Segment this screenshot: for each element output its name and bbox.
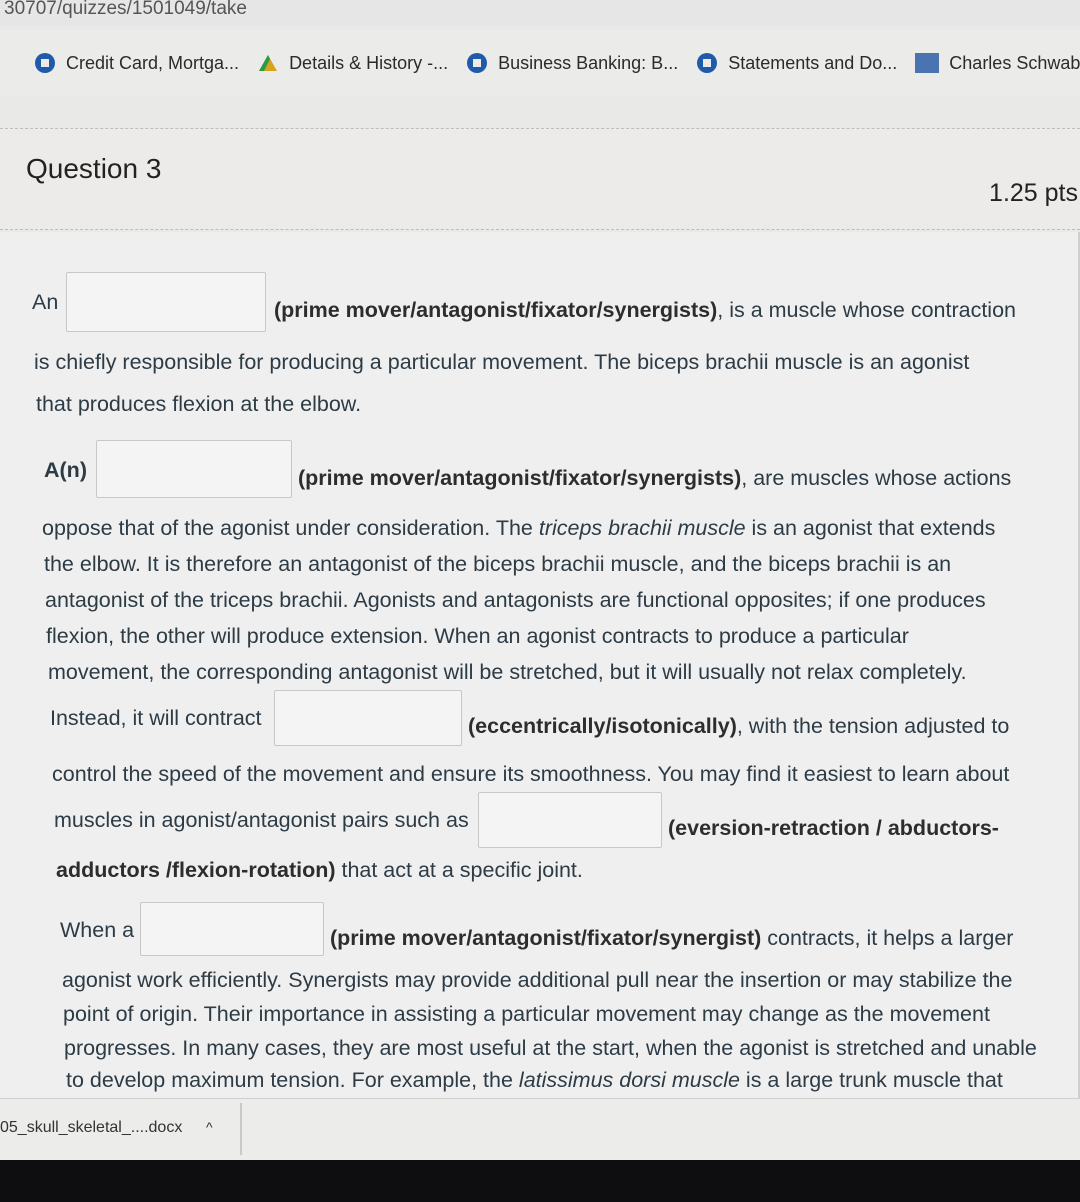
bookmark-business-banking[interactable]: [466, 52, 678, 74]
p1-line3: that produces flexion at the elbow.: [36, 392, 362, 416]
p2-line1: [298, 466, 1011, 491]
bookmark-label: Credit Card, Mortga...: [66, 52, 240, 73]
p3-line4: progresses. In many cases, they are most useful at the start, when the agonist is stretched and unable: [64, 1036, 1037, 1060]
p2-line7-rest: , with the tension adjusted to: [736, 714, 1010, 738]
download-shelf: [0, 1098, 1080, 1160]
bookmark-charles-schwab[interactable]: [915, 53, 1080, 74]
p2-line9-options-text: (eversion-retraction / abductors-: [668, 816, 999, 840]
p1-line2: is chiefly responsible for producing a particular movement. The biceps brachii muscle is an agonist: [34, 350, 970, 374]
p2-prefix: A(n): [44, 458, 87, 482]
p2-line9-options: [668, 816, 999, 841]
p3-prefix: When a: [60, 918, 135, 942]
p2-rest1: , are muscles whose actions: [741, 466, 1012, 490]
address-bar[interactable]: [0, 0, 1080, 26]
bookmark-label: Statements and Do...: [728, 52, 898, 73]
download-item[interactable]: 05_skull_skeletal_....docx: [0, 1119, 183, 1136]
question-title: Question 3: [26, 153, 162, 184]
p3-options: (prime mover/antagonist/fixator/synergist): [330, 926, 762, 950]
drive-icon: [257, 52, 279, 74]
p2-line2-end: is an agonist that extends: [745, 516, 996, 540]
p3-line2: agonist work efficiently. Synergists may provide additional pull near the insertion or may stabilize the: [62, 968, 1013, 992]
p3-line5-start: to develop maximum tension. For example, the: [66, 1068, 519, 1092]
blank-3-input[interactable]: [274, 690, 462, 746]
bookmark-details-history[interactable]: [257, 52, 448, 74]
p2-line5: flexion, the other will produce extension. When an agonist contracts to produce a particular: [46, 624, 909, 648]
question-points: 1.25 pts: [989, 179, 1078, 207]
p2-line2: [42, 516, 995, 541]
p1-options: (prime mover/antagonist/fixator/synergists): [274, 298, 718, 322]
bookmark-label: Details & History -...: [289, 52, 449, 73]
blank-5-input[interactable]: [140, 902, 324, 956]
p2-line7: [468, 714, 1009, 739]
chase-icon: [34, 52, 56, 74]
p2-line9-prefix: muscles in agonist/antagonist pairs such as: [54, 808, 469, 832]
p2-line2-emphasis: triceps brachii muscle: [538, 516, 746, 540]
question-header: [0, 128, 1080, 230]
bookmarks-bar: [0, 30, 1080, 96]
p1-line1: [274, 298, 1016, 323]
p2-line10-options: adductors /flexion-rotation): [56, 858, 336, 882]
divider: [240, 1103, 242, 1155]
bookmark-label: Charles Schwab: [949, 52, 1080, 73]
bookmark-statements[interactable]: [696, 52, 897, 74]
p2-line2-start: oppose that of the agonist under consideration. The: [42, 516, 539, 540]
question-body: [0, 232, 1080, 1098]
p3-line1: [330, 926, 1013, 951]
blank-1-input[interactable]: [66, 272, 266, 332]
p2-line10-rest: that act at a specific joint.: [335, 858, 583, 882]
p2-line3: the elbow. It is therefore an antagonist of the biceps brachii muscle, and the biceps brachii is an: [44, 552, 952, 576]
p2-line4: antagonist of the triceps brachii. Agonists and antagonists are functional opposites; if one produces: [45, 588, 986, 612]
chase-icon: [696, 52, 718, 74]
p3-line5: [66, 1068, 1003, 1093]
url-text[interactable]: 30707/quizzes/1501049/take: [4, 0, 247, 19]
p2-line7-prefix: Instead, it will contract: [50, 706, 262, 730]
p2-line8: control the speed of the movement and ensure its smoothness. You may find it easiest to learn about: [52, 762, 1010, 786]
bookmark-credit-card[interactable]: [34, 52, 239, 74]
monitor-bezel: [0, 1160, 1080, 1202]
p3-line5-end: is a large trunk muscle that: [739, 1068, 1003, 1092]
p2-line7-options: (eccentrically/isotonically): [468, 714, 737, 738]
p3-rest1: contracts, it helps a larger: [761, 926, 1014, 950]
p2-line6: movement, the corresponding antagonist will be stretched, but it will usually not relax completely.: [48, 660, 967, 684]
p3-line3: point of origin. Their importance in assisting a particular movement may change as the movement: [63, 1002, 990, 1026]
blank-4-input[interactable]: [478, 792, 662, 848]
blank-2-input[interactable]: [96, 440, 292, 498]
chase-icon: [466, 52, 488, 74]
bookmark-label: Business Banking: B...: [498, 52, 679, 73]
chevron-up-icon[interactable]: ^: [206, 1119, 213, 1135]
p2-line10: [56, 858, 583, 883]
schwab-icon: [915, 53, 939, 73]
p1-rest1: , is a muscle whose contraction: [717, 298, 1016, 322]
p1-prefix: An: [32, 290, 59, 314]
p2-options: (prime mover/antagonist/fixator/synergists): [298, 466, 742, 490]
p3-line5-emphasis: latissimus dorsi muscle: [518, 1068, 740, 1092]
